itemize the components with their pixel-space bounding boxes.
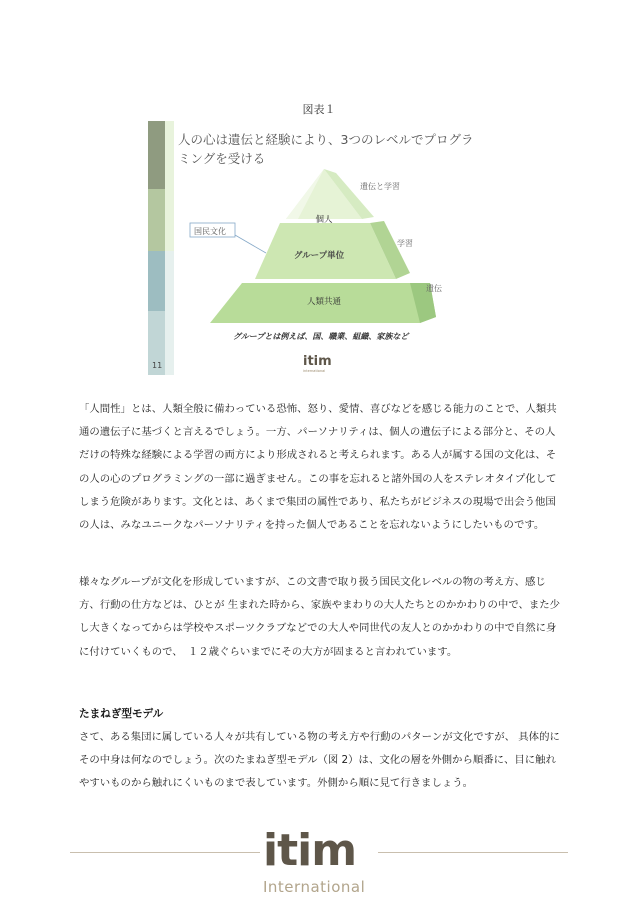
side-label-learning: 学習 [397,239,413,248]
footer-divider-right [378,852,568,853]
bar-segment [148,251,165,311]
footer-logo-subtitle: International [263,878,366,896]
pyramid-slide [148,121,490,375]
footer-divider-left [70,852,260,853]
level-label-human: 人類共通 [306,297,342,307]
footer-logo: itim [263,825,357,876]
side-label-heredity-learning: 遺伝と学習 [360,182,400,191]
bar-segment [148,189,165,251]
section-heading: たまねぎ型モデル [79,708,164,720]
paragraph-onion-model [79,726,565,796]
paragraph-text: さて、ある集団に属している人々が共有している物の考え方や行動のパターンが文化ですが、 具体的にその中身は何なのでしょう。次のたまねぎ型モデル（図 2）は、文化の層を外側から順番に、目に触れやすいものから触れにくいものまで表しています。外側から順に見て行きましょう。 [79,731,560,790]
level-label-individual: 個人 [315,215,333,225]
paragraph-text: 「人間性」とは、人類全般に備わっている恐怖、怒り、愛情、喜びなどを感じる能力のことで、人類共通の遺伝子に基づくと言えるでしょう。一方、パーソナリティは、個人の遺伝子による部分と、その人だけの特殊な経験による学習の両方により形成されると考えられます。ある人が属する国の文化は、その人の心のプログラミングの一部に過ぎません。この事を忘れると諸外国の人をステレオタイプ化してしまう危険があります。文化とは、あくまで集団の属性であり、私たちがビジネスの現場で出会う他国の人は、みなユニークなパーソナリティを持った個人であることを忘れないようにしたいものです。 [79,403,557,532]
paragraph-human-nature [79,398,565,537]
slide-title: 人の心は遺伝と経験により、3つのレベルでプログラミングを受ける [178,132,474,166]
slide-logo: itim [303,354,332,369]
figure-caption: 図表１ [302,103,336,116]
callout-line [235,235,266,253]
bar-segment [148,121,165,189]
paragraph-text: 様々なグループが文化を形成していますが、この文書で取り扱う国民文化レベルの物の考え方、感じ方、行動の仕方などは、ひとが 生まれた時から、家族やまわりの大人たちとのかかわりの中で、また少し大きくなってからは学校やスポーツクラブなどでの大人や同世代の友人とのかかわりの中で自然に身に付けていくもので、 １２歳ぐらいまでにその大方が固まると言われています。 [79,576,561,658]
side-label-heredity: 遺伝 [426,284,442,293]
level-label-group: グループ単位 [293,251,345,261]
figure-footnote: グループとは例えば、国、職業、組織、家族など [233,332,409,341]
paragraph-national-culture [79,571,565,664]
bar-segment [165,121,174,251]
slide-logo-sub: international [303,369,326,373]
bar-segment [165,251,174,375]
callout-label: 国民文化 [194,227,226,236]
slide-number: 11 [152,361,163,370]
